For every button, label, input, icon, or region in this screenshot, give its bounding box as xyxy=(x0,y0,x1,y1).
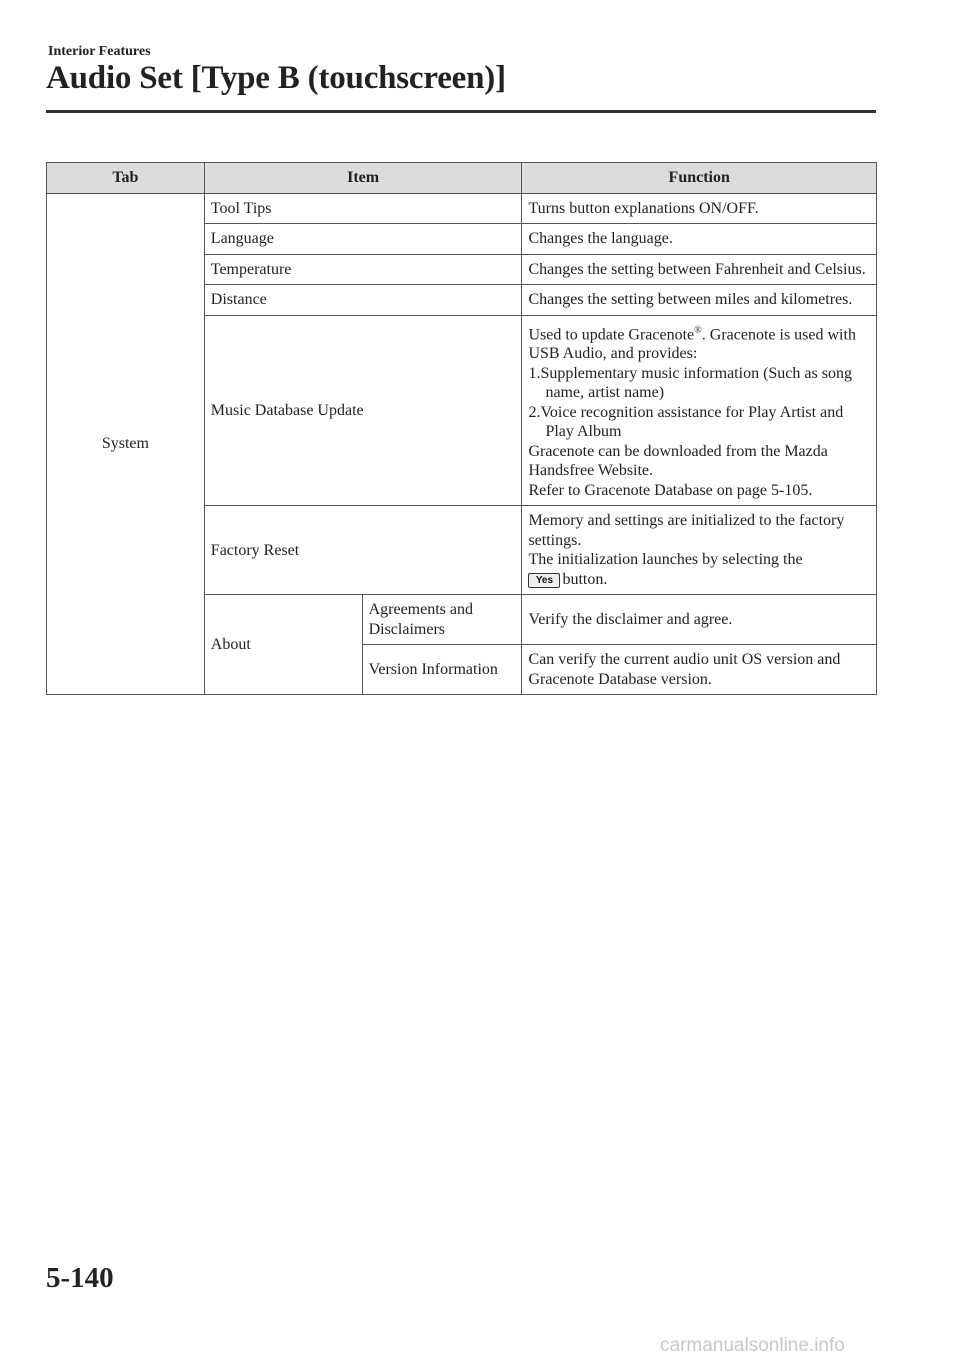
list-item: 1.Supplementary music information (Such as song name, artist name) xyxy=(528,364,852,402)
item-cell: Distance xyxy=(204,285,522,316)
function-cell: Verify the disclaimer and agree. xyxy=(522,595,877,645)
function-cell: Changes the setting between miles and kilometres. xyxy=(522,285,877,316)
tab-cell-system: System xyxy=(47,193,205,695)
header-function: Function xyxy=(522,163,877,194)
header-item: Item xyxy=(204,163,522,194)
registered-mark: ® xyxy=(694,324,702,336)
table-header-row xyxy=(47,163,877,194)
function-cell xyxy=(522,315,877,506)
music-note: Gracenote can be downloaded from the Mazda Handsfree Website. xyxy=(528,442,828,480)
page-number: 5-140 xyxy=(46,1262,114,1294)
header-tab: Tab xyxy=(47,163,205,194)
music-intro: Used to update Gracenote®. Gracenote is used with USB Audio, and provides: xyxy=(528,324,856,363)
factory-line: The initialization launches by selecting the xyxy=(528,551,803,569)
section-label: Interior Features xyxy=(48,44,151,59)
item-cell: Temperature xyxy=(204,254,522,285)
factory-line: Yes button. xyxy=(528,570,870,590)
page-title: Audio Set [Type B (touchscreen)] xyxy=(46,60,506,96)
function-cell: Changes the setting between Fahrenheit and Celsius. xyxy=(522,254,877,285)
item-cell: Language xyxy=(204,224,522,255)
list-item: 2.Voice recognition assistance for Play Artist and Play Album xyxy=(528,403,844,441)
function-cell: Changes the language. xyxy=(522,224,877,255)
item-cell: Factory Reset xyxy=(204,506,522,595)
item-cell-about: About xyxy=(204,595,362,695)
table-row xyxy=(47,193,877,224)
yes-button: Yes xyxy=(528,573,560,588)
settings-table xyxy=(46,162,877,695)
music-reference: Refer to Gracenote Database on page 5-105. xyxy=(528,481,813,499)
watermark: carmanualsonline.info xyxy=(660,1335,845,1356)
subitem-cell: Agreements and Disclaimers xyxy=(362,595,522,645)
item-cell: Music Database Update xyxy=(204,315,522,506)
title-rule xyxy=(46,110,876,113)
subitem-cell: Version Information xyxy=(362,645,522,695)
function-cell: Can verify the current audio unit OS version and Gracenote Database version. xyxy=(522,645,877,695)
function-cell: Turns button explanations ON/OFF. xyxy=(522,193,877,224)
factory-line: Memory and settings are initialized to the factory settings. xyxy=(528,512,845,549)
function-cell xyxy=(522,506,877,595)
item-cell: Tool Tips xyxy=(204,193,522,224)
